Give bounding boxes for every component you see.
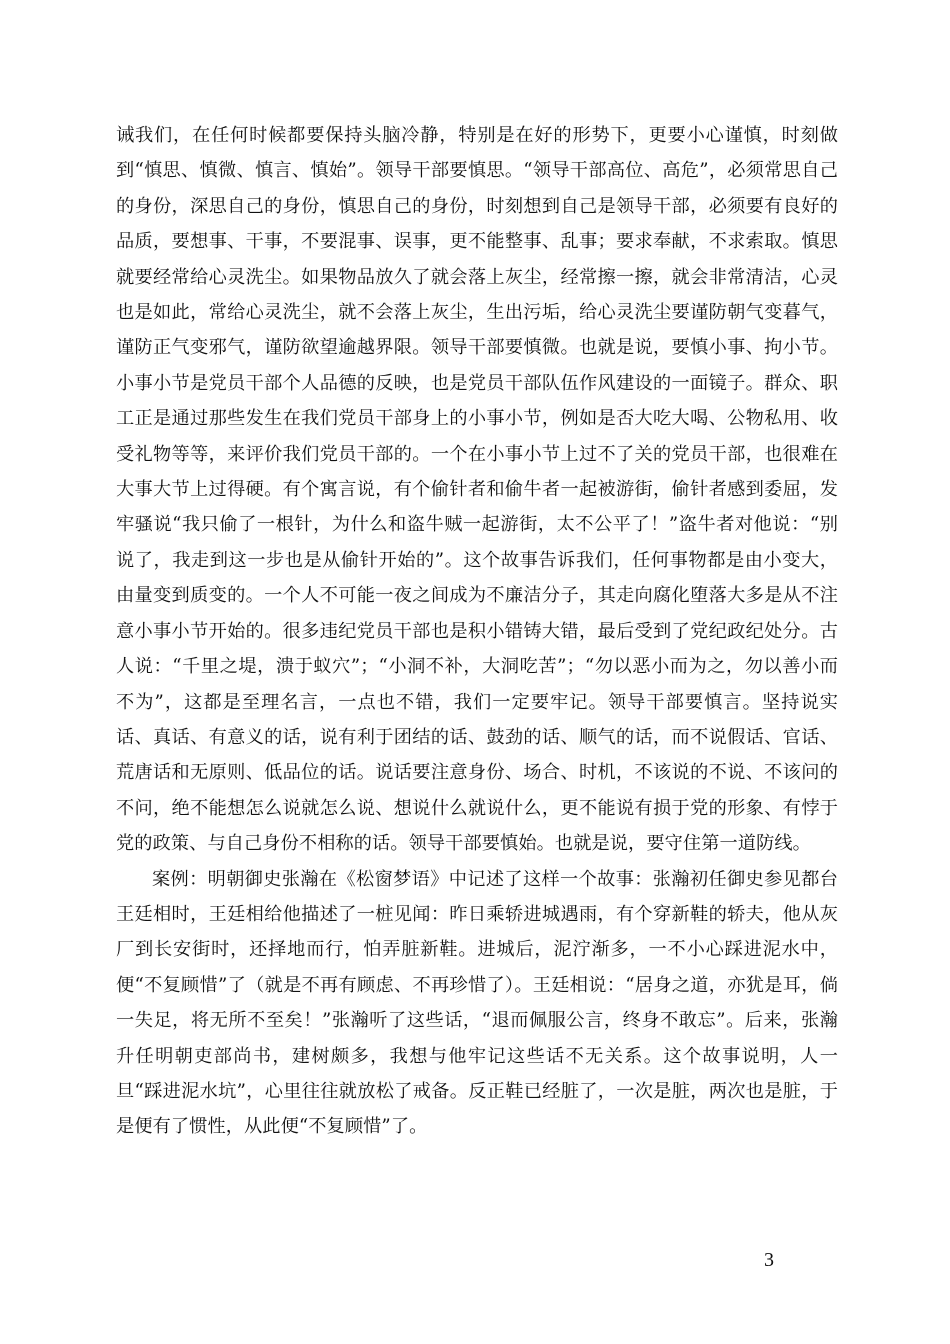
body-paragraph-continued: 诫我们，在任何时候都要保持头脑冷静，特别是在好的形势下，更要小心谨慎，时刻做到“慎思、慎微、慎言、慎始”。领导干部要慎思。“领导干部高位、高危”，必须常思自己的身份，深思自己的身份，慎思自己的身份，时刻想到自己是领导干部，必须要有良好的品质，要想事、干事，不要混事、误事，更不能整事、乱事；要求奉献，不求索取。慎思就要经常给心灵洗尘。如果物品放久了就会落上灰尘，经常擦一擦，就会非常清洁，心灵也是如此，常给心灵洗尘，就不会落上灰尘，生出污垢，给心灵洗尘要谨防朝气变暮气，谨防正气变邪气，谨防欲望逾越界限。领导干部要慎微。也就是说，要慎小事、拘小节。小事小节是党员干部个人品德的反映，也是党员干部队伍作风建设的一面镜子。群众、职工正是通过那些发生在我们党员干部身上的小事小节，例如是否大吃大喝、公物私用、收受礼物等等，来评价我们党员干部的。一个在小事小节上过不了关的党员干部，也很难在大事大节上过得硬。有个寓言说，有个偷针者和偷牛者一起被游街，偷针者感到委屈，发牢骚说“我只偷了一根针，为什么和盗牛贼一起游街，太不公平了！”盗牛者对他说：“别说了，我走到这一步也是从偷针开始的”。这个故事告诉我们，任何事物都是由小变大，由量变到质变的。一个人不可能一夜之间成为不廉洁分子，其走向腐化堕落大多是从不注意小事小节开始的。很多违纪党员干部也是积小错铸大错，最后受到了党纪政纪处分。古人说：“千里之堤，溃于蚁穴”；“小洞不补，大洞吃苦”；“勿以恶小而为之，勿以善小而不为”，这都是至理名言，一点也不错，我们一定要牢记。领导干部要慎言。坚持说实话、真话、有意义的话，说有利于团结的话、鼓劲的话、顺气的话，而不说假话、官话、荒唐话和无原则、低品位的话。说话要注意身份、场合、时机，不该说的不说、不该问的不问，绝不能想怎么说就怎么说、想说什么就说什么，更不能说有损于党的形象、有悖于党的政策、与自己身份不相称的话。领导干部要慎始。也就是说，要守住第一道防线。 bbox=[116, 125, 838, 855]
body-paragraph-case-study: 案例：明朝御史张瀚在《松窗梦语》中记述了这样一个故事：张瀚初任御史参见都台王廷相时，王廷相给他描述了一桩见闻：昨日乘轿进城遇雨，有个穿新鞋的轿夫，他从灰厂到长安街时，还择地而行，怕弄脏新鞋。进城后，泥泞渐多，一不小心踩进泥水中，便“不复顾惜”了（就是不再有顾虑、不再珍惜了）。王廷相说：“居身之道，亦犹是耳，倘一失足，将无所不至矣！”张瀚听了这些话，“退而佩服公言，终身不敢忘”。后来，张瀚升任明朝吏部尚书，建树颇多，我想与他牢记这些话不无关系。这个故事说明，人一旦“踩进泥水坑”，心里往往就放松了戒备。反正鞋已经脏了，一次是脏，两次也是脏，于是便有了惯性，从此便“不复顾惜”了。 bbox=[116, 868, 838, 1138]
document-body bbox=[116, 118, 838, 1145]
page-number: 3 bbox=[764, 1249, 774, 1271]
